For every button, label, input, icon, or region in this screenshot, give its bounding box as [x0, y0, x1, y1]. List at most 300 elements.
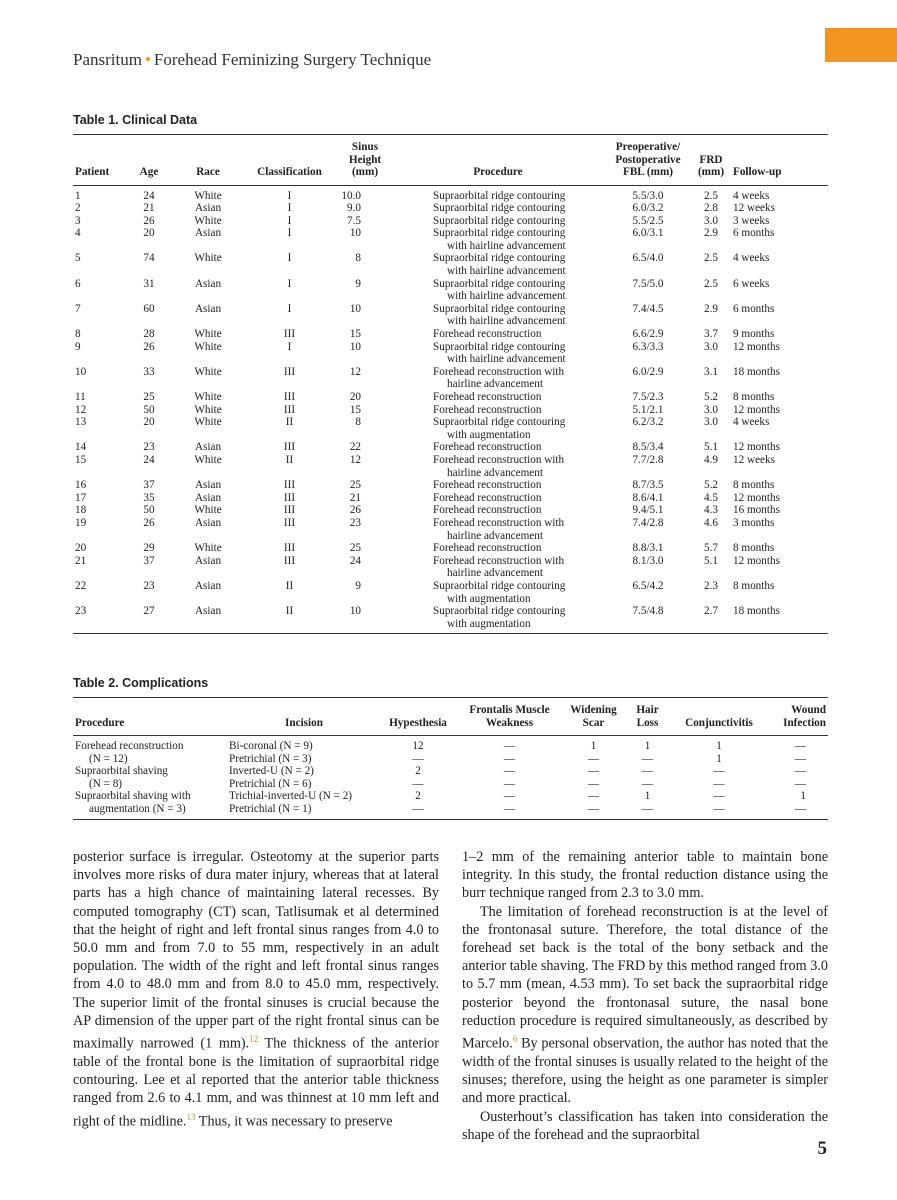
- table-cell: 31: [143, 277, 155, 290]
- table-cell: White: [194, 403, 222, 416]
- procedure-cell: [73, 778, 227, 791]
- orange-section-tab: [825, 28, 897, 62]
- table-cell: —: [794, 777, 806, 790]
- table-cell: 7.5: [347, 214, 361, 227]
- table-cell: Asian: [194, 277, 222, 290]
- table-cell: 2.9: [704, 227, 718, 240]
- table-row: [73, 778, 828, 791]
- table-cell: 23: [73, 605, 122, 634]
- table-row: [73, 555, 828, 580]
- table-cell: White: [194, 504, 222, 517]
- body-text: The thickness of the anterior table of the frontal bone is the limitation of supraorbital ridge contouring. Lee et al reported that the anterior table thickness ranged from 2.6 to 4.1 mm, and was thinnest at 10 mm left and right of the midline.: [73, 1035, 439, 1130]
- table-cell: 21: [349, 491, 361, 504]
- table-cell: 74: [143, 252, 155, 265]
- cell-line: Forehead reconstruction: [433, 328, 542, 341]
- table-cell: —: [587, 765, 600, 778]
- table-cell: 12: [349, 365, 361, 378]
- procedure-cell: [391, 252, 605, 277]
- cell-line: augmentation (N = 3): [89, 802, 186, 815]
- table-cell: 7: [75, 302, 81, 315]
- procedure-cell: [73, 736, 227, 753]
- table-cell: 2.3: [704, 579, 718, 592]
- table-cell: Asian: [194, 516, 222, 529]
- table-cell: —: [503, 777, 516, 790]
- table-cell: 5.7: [704, 542, 718, 555]
- table-cell: 8.6/4.1: [632, 491, 664, 504]
- table-cell: 28: [143, 328, 155, 341]
- table-cell: 25: [349, 479, 361, 492]
- procedure-cell: [391, 492, 605, 505]
- table-cell: 5.5/3.0: [632, 189, 664, 202]
- procedure-cell: [391, 202, 605, 215]
- table-cell: White: [194, 391, 222, 403]
- body-text: The limitation of forehead reconstruction is at the level of the frontonasal suture. Therefore, the total distance of the forehead set back is the total of the bony setback and the anterior table shaving. The FRD by this method ranged from 3.0 to 5.7 mm (mean, 4.53 mm). To set back the supraorbital ridge posterior beyond the frontonasal suture, the nasal bone reduction procedure is required simultaneously, as described by Marcelo.: [462, 903, 828, 1052]
- table-cell: 1: [75, 189, 81, 202]
- cell-line: with augmentation: [447, 617, 531, 630]
- procedure-cell: [391, 605, 605, 634]
- procedure-cell: [391, 404, 605, 417]
- table1-header: Patient: [73, 135, 122, 186]
- table-cell: I: [287, 227, 292, 240]
- table-cell: 9: [355, 277, 361, 290]
- table-cell: 23: [143, 441, 155, 454]
- procedure-cell: [73, 790, 227, 803]
- table-cell: Bi-coronal (N = 9): [229, 740, 313, 752]
- table-cell: White: [194, 340, 222, 353]
- table-cell: 6.5/4.2: [632, 579, 664, 592]
- table-row: [73, 479, 828, 492]
- body-paragraph: 1–2 mm of the remaining anterior table to maintain bone integrity. In this study, the frontal reduction distance using the burr technique ranged from 2.3 to 3.0 mm.: [462, 849, 828, 902]
- procedure-cell: [73, 803, 227, 819]
- table-cell: 22: [349, 441, 361, 454]
- table-cell: 8: [355, 416, 361, 429]
- table-cell: 6 months: [733, 302, 775, 315]
- table-cell: 9: [355, 579, 361, 592]
- procedure-cell: [391, 341, 605, 366]
- table-cell: 5.1/2.1: [632, 403, 664, 416]
- procedure-cell: [391, 441, 605, 454]
- table-cell: 12 months: [733, 491, 780, 504]
- table-cell: —: [794, 765, 806, 778]
- table-cell: —: [587, 752, 600, 765]
- procedure-cell: [391, 479, 605, 492]
- table-cell: 4: [75, 227, 81, 240]
- table-cell: 4 weeks: [733, 252, 770, 265]
- cell-line: Supraorbital ridge contouring: [433, 416, 566, 429]
- cell-line: Forehead reconstruction with: [433, 453, 565, 466]
- table-cell: 8 months: [733, 542, 775, 555]
- table-cell: 3 weeks: [733, 214, 770, 227]
- table-cell: 4.3: [704, 504, 718, 517]
- table-cell: III: [283, 328, 296, 341]
- table-cell: 15: [349, 328, 361, 341]
- cell-line: Forehead reconstruction: [433, 403, 542, 416]
- table-cell: 24: [143, 189, 155, 202]
- table-cell: Asian: [194, 579, 222, 592]
- table-cell: 4.6: [704, 516, 718, 529]
- table-row: [73, 202, 828, 215]
- table-cell: 10: [339, 605, 391, 634]
- body-text: posterior surface is irregular. Osteotomy at the superior parts involves more risks of dura mater injury, whereas that at lateral parts has a high chance of maintaining lateral recesses. By computed tomography (CT) scan, Tatlisumak et al determined that the height of right and left frontal sinus ranges from 4.0 to 50.0 mm and from 7.0 to 55 mm, respectively in an adult population. The width of the right and left frontal sinus ranges from 4.0 to 48.0 mm and from 8.0 to 45.0 mm, respectively. The superior limit of the frontal sinuses is crucial because the AP dimension of the upper part of the right frontal sinus can be maximally narrowed (1 mm).: [73, 849, 439, 1052]
- table-cell: 2: [415, 765, 421, 778]
- table-cell: 2.9: [704, 302, 718, 315]
- table-cell: III: [283, 479, 296, 492]
- table1-body: [73, 185, 828, 634]
- table-cell: —: [503, 765, 516, 778]
- table-cell: 2.5: [704, 277, 718, 290]
- table-row: [73, 252, 828, 277]
- table-cell: 25: [349, 542, 361, 555]
- table-cell: 1: [716, 752, 722, 765]
- procedure-cell: [391, 391, 605, 404]
- procedure-cell: [391, 303, 605, 328]
- table2-header: Incision: [227, 698, 381, 736]
- table-cell: 23: [349, 516, 361, 529]
- table-cell: III: [283, 516, 296, 529]
- table-cell: White: [194, 328, 222, 341]
- cell-line: Supraorbital shaving: [75, 765, 168, 778]
- table-cell: 8 months: [733, 479, 775, 492]
- table-cell: 3 months: [733, 516, 775, 529]
- table-cell: —: [641, 752, 654, 765]
- table-cell: 2.5: [704, 189, 718, 202]
- cell-line: with hairline advancement: [447, 265, 566, 278]
- citation-ref: 6: [512, 1034, 518, 1045]
- table-cell: 35: [143, 491, 155, 504]
- table-cell: —: [381, 803, 455, 819]
- running-head-bullet: •: [144, 50, 151, 69]
- table-cell: 6 months: [733, 227, 775, 240]
- table-cell: 5.2: [704, 391, 718, 403]
- table-row: [73, 605, 828, 634]
- table-cell: —: [672, 803, 766, 819]
- table-cell: 5.1: [704, 441, 718, 454]
- table1-header: Follow-up: [731, 135, 828, 186]
- table-cell: 5.5/2.5: [632, 214, 664, 227]
- table1-header: FRD (mm): [691, 135, 731, 186]
- table-cell: 2.5: [704, 252, 718, 265]
- cell-line: Supraorbital ridge contouring: [433, 605, 566, 618]
- cell-line: (N = 8): [89, 777, 123, 790]
- table-cell: II: [285, 453, 294, 466]
- table-cell: 10: [75, 365, 87, 378]
- table-cell: 6.6/2.9: [632, 328, 664, 341]
- cell-line: Forehead reconstruction: [433, 504, 542, 517]
- table2-header: Widening Scar: [564, 698, 623, 736]
- table-cell: 20: [75, 542, 87, 555]
- table-cell: III: [283, 491, 296, 504]
- table-cell: 12: [349, 453, 361, 466]
- table-cell: 27: [122, 605, 176, 634]
- table-cell: 1: [644, 790, 651, 803]
- table-cell: 6.3/3.3: [632, 340, 664, 353]
- table-cell: Asian: [194, 227, 222, 240]
- cell-line: Forehead reconstruction: [433, 479, 542, 492]
- table-cell: 1: [800, 790, 806, 803]
- running-head-author: Pansritum: [73, 50, 142, 69]
- table-row: [73, 753, 828, 766]
- table-cell: 33: [143, 365, 155, 378]
- table-cell: 1: [590, 740, 597, 752]
- procedure-cell: [391, 215, 605, 228]
- table-cell: Asian: [194, 491, 222, 504]
- body-text-left-column: [73, 848, 439, 1131]
- cell-line: with augmentation: [447, 428, 531, 441]
- body-text-right-column: [462, 848, 828, 1144]
- table-cell: 6 weeks: [733, 277, 770, 290]
- table-cell: —: [623, 803, 672, 819]
- complications-table: [73, 697, 828, 820]
- table-cell: I: [287, 340, 292, 353]
- table-cell: 12: [75, 403, 87, 416]
- table-cell: II: [240, 605, 339, 634]
- table-cell: —: [587, 790, 600, 803]
- table-cell: 12 months: [733, 403, 780, 416]
- procedure-cell: [391, 504, 605, 517]
- cell-line: Forehead reconstruction: [433, 441, 542, 454]
- cell-line: Supraorbital ridge contouring: [433, 227, 566, 240]
- table-cell: 12 weeks: [733, 202, 775, 215]
- table-cell: 1: [716, 740, 722, 752]
- table-cell: —: [713, 790, 725, 803]
- table-cell: 25: [143, 391, 155, 403]
- table2-header: Conjunctivitis: [672, 698, 766, 736]
- table-cell: 13: [75, 416, 87, 429]
- table-cell: 50: [143, 403, 155, 416]
- table-row: [73, 803, 828, 819]
- table-cell: 4.9: [704, 453, 718, 466]
- table-cell: 9: [75, 340, 81, 353]
- table-cell: 8 months: [733, 579, 775, 592]
- cell-line: Supraorbital ridge contouring: [433, 302, 566, 315]
- table-cell: —: [641, 765, 654, 778]
- table-cell: 26: [349, 504, 361, 517]
- table-cell: 6.0/2.9: [632, 365, 664, 378]
- procedure-cell: [391, 555, 605, 580]
- table-cell: 18 months: [733, 365, 780, 378]
- cell-line: hairline advancement: [447, 567, 543, 580]
- table-cell: 4 weeks: [733, 189, 770, 202]
- table-cell: 16: [75, 479, 87, 492]
- page-number: 5: [817, 1138, 827, 1159]
- table-cell: —: [455, 803, 564, 819]
- table2-header: Wound Infection: [766, 698, 828, 736]
- table-cell: 8: [75, 328, 81, 341]
- procedure-cell: [391, 580, 605, 605]
- table-cell: I: [287, 277, 292, 290]
- table-cell: —: [564, 803, 623, 819]
- table2-header: Procedure: [73, 698, 227, 736]
- table-cell: 15: [349, 403, 361, 416]
- table-cell: 10.0: [341, 189, 361, 202]
- table-cell: 6.0/3.1: [632, 227, 664, 240]
- table-row: [73, 185, 828, 202]
- table-cell: 9 months: [733, 328, 775, 341]
- table-cell: 2.8: [704, 202, 718, 215]
- cell-line: Supraorbital ridge contouring: [433, 252, 566, 265]
- table2-title: Table 2. Complications: [73, 676, 209, 690]
- table-row: [73, 303, 828, 328]
- table-cell: 21: [75, 554, 87, 567]
- table-cell: 3: [75, 214, 81, 227]
- table2-header: Hair Loss: [623, 698, 672, 736]
- table-row: [73, 580, 828, 605]
- procedure-cell: [391, 454, 605, 479]
- table-row: [73, 492, 828, 505]
- table-cell: —: [641, 777, 654, 790]
- table-cell: White: [194, 453, 222, 466]
- procedure-cell: [391, 227, 605, 252]
- table-cell: —: [412, 752, 424, 765]
- cell-line: hairline advancement: [447, 378, 543, 391]
- table2-header: Frontalis Muscle Weakness: [455, 698, 564, 736]
- table1-header: Preoperative/ Postoperative FBL (mm): [605, 135, 691, 186]
- table-row: [73, 416, 828, 441]
- table-cell: 50: [143, 504, 155, 517]
- table-cell: 6: [75, 277, 81, 290]
- table-cell: White: [194, 365, 222, 378]
- table-cell: II: [285, 579, 294, 592]
- table-cell: 37: [143, 554, 155, 567]
- body-paragraph: [73, 848, 439, 1131]
- cell-line: Forehead reconstruction: [433, 542, 542, 555]
- table-cell: III: [283, 554, 296, 567]
- table-cell: 7.5/5.0: [632, 277, 664, 290]
- table-cell: —: [587, 777, 600, 790]
- table-cell: 22: [75, 579, 87, 592]
- table-cell: 24: [143, 453, 155, 466]
- table-cell: Trichial-inverted-U (N = 2): [229, 790, 353, 803]
- table-cell: I: [287, 189, 292, 202]
- table-cell: III: [283, 391, 296, 403]
- table-row: [73, 391, 828, 404]
- cell-line: Supraorbital ridge contouring: [433, 340, 566, 353]
- table-cell: III: [283, 441, 296, 454]
- body-text: By personal observation, the author has noted that the width of the frontal sinuses is usually related to the height of the sinuses; therefore, using the height as one parameter is simpler and more practical.: [462, 1035, 828, 1107]
- table-cell: —: [412, 777, 424, 790]
- cell-line: (N = 12): [89, 752, 128, 765]
- table-row: [73, 227, 828, 252]
- procedure-cell: [391, 416, 605, 441]
- table-row: [73, 328, 828, 341]
- table1-header: Race: [176, 135, 240, 186]
- procedure-cell: [73, 765, 227, 778]
- cell-line: with augmentation: [447, 592, 531, 605]
- table-cell: White: [194, 252, 222, 265]
- table-cell: 8.5/3.4: [632, 441, 664, 454]
- table-cell: 20: [143, 227, 155, 240]
- table-cell: 3.7: [704, 328, 718, 341]
- cell-line: hairline advancement: [447, 466, 543, 479]
- table-cell: 10: [349, 302, 361, 315]
- table-cell: 10: [349, 340, 361, 353]
- table-cell: —: [503, 790, 516, 803]
- table-row: [73, 736, 828, 753]
- table-cell: 16 months: [733, 504, 780, 517]
- procedure-cell: [391, 542, 605, 555]
- table-cell: 8.8/3.1: [632, 542, 664, 555]
- table-cell: White: [194, 189, 222, 202]
- table-cell: Asian: [194, 202, 222, 215]
- table-cell: Pretrichial (N = 1): [227, 803, 381, 819]
- table-cell: 2: [415, 790, 421, 803]
- table-cell: 10: [349, 227, 361, 240]
- table-cell: 7.4/4.5: [632, 302, 664, 315]
- table-cell: 6.0/3.2: [632, 202, 664, 215]
- table-cell: 18: [75, 504, 87, 517]
- procedure-cell: [391, 366, 605, 391]
- table-cell: 3.0: [704, 214, 718, 227]
- table-cell: 6.5/4.0: [632, 252, 664, 265]
- table-cell: 3.0: [704, 340, 718, 353]
- table-cell: 20: [349, 391, 361, 403]
- table-row: [73, 404, 828, 417]
- body-paragraph: [462, 903, 828, 1108]
- citation-ref: 13: [186, 1111, 196, 1122]
- procedure-cell: [391, 517, 605, 542]
- table-cell: —: [503, 752, 516, 765]
- table-cell: II: [285, 416, 294, 429]
- cell-line: Supraorbital ridge contouring: [433, 277, 566, 290]
- table-cell: 7.5/2.3: [632, 391, 664, 403]
- table-row: [73, 454, 828, 479]
- running-head-title: Forehead Feminizing Surgery Technique: [153, 50, 432, 69]
- cell-line: Supraorbital ridge contouring: [433, 202, 566, 215]
- table-row: [73, 341, 828, 366]
- table-cell: White: [194, 416, 222, 429]
- table1-header: Procedure: [391, 135, 605, 186]
- cell-line: with hairline advancement: [447, 353, 566, 366]
- table-cell: —: [713, 765, 725, 778]
- cell-line: hairline advancement: [447, 529, 543, 542]
- table-cell: 19: [75, 516, 87, 529]
- table-cell: —: [794, 740, 806, 752]
- table-row: [73, 215, 828, 228]
- table-cell: 8: [355, 252, 361, 265]
- table-row: [73, 542, 828, 555]
- cell-line: Supraorbital ridge contouring: [433, 579, 566, 592]
- procedure-cell: [73, 753, 227, 766]
- cell-line: with hairline advancement: [447, 290, 566, 303]
- table-row: [73, 517, 828, 542]
- table-cell: 2: [75, 202, 81, 215]
- table-cell: White: [194, 214, 222, 227]
- table-cell: 15: [75, 453, 87, 466]
- cell-line: Supraorbital ridge contouring: [433, 189, 566, 202]
- table-cell: Asian: [194, 441, 222, 454]
- procedure-cell: [391, 185, 605, 202]
- table-cell: Asian: [194, 554, 222, 567]
- cell-line: Forehead reconstruction with: [433, 365, 565, 378]
- table-row: [73, 366, 828, 391]
- cell-line: Forehead reconstruction: [433, 391, 542, 403]
- cell-line: Supraorbital ridge contouring: [433, 214, 566, 227]
- table-cell: I: [287, 202, 292, 215]
- table-cell: 7.7/2.8: [632, 453, 664, 466]
- table-cell: III: [283, 365, 296, 378]
- table-cell: I: [287, 214, 292, 227]
- table-cell: 2.7: [691, 605, 731, 634]
- table-cell: 24: [349, 554, 361, 567]
- body-paragraph: Ousterhout’s classification has taken into consideration the shape of the forehead and the supraorbital: [462, 1108, 828, 1143]
- table-row: [73, 504, 828, 517]
- table-row: [73, 790, 828, 803]
- table-cell: 7.4/2.8: [632, 516, 664, 529]
- table-cell: 3.1: [704, 365, 718, 378]
- table-cell: Inverted-U (N = 2): [229, 765, 314, 778]
- table-cell: 17: [75, 491, 87, 504]
- table-cell: 3.0: [704, 403, 718, 416]
